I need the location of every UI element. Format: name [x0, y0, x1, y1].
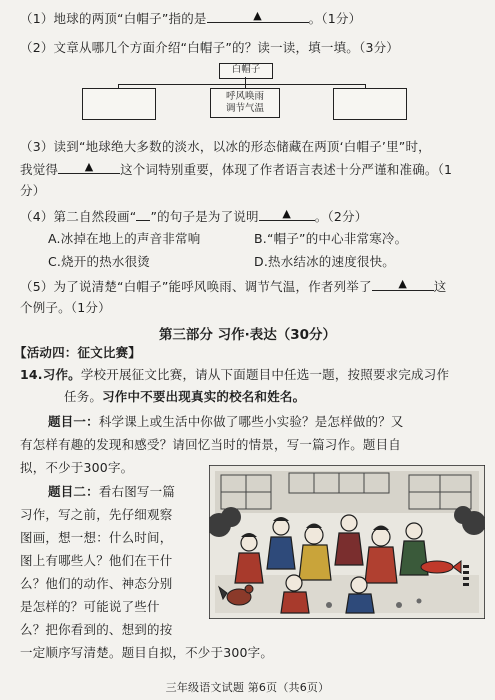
page-footer: 三年级语文试题 第6页（共6页）: [165, 681, 330, 694]
triangle-icon: ▲: [84, 160, 94, 173]
answer-blank-q3[interactable]: [58, 161, 120, 174]
topic2-text: 看右图写一篇: [98, 484, 176, 499]
q5-line1: [20, 278, 446, 295]
triangle-icon: ▲: [282, 207, 292, 220]
option-a[interactable]: A.冰掉在地上的声音非常响: [48, 231, 201, 246]
question-2: （2）文章从哪几个方面介绍“白帽子”的？读一读，填一填。（3分）: [20, 40, 400, 55]
topic1-line2: 有怎样有趣的发现和感受？请回忆当时的情景，写一篇习作。题目自: [20, 437, 402, 452]
middle-box-line1: 呼风唤雨: [225, 91, 264, 102]
topic2-line2: 习作，写之前，先仔细观察: [20, 507, 173, 522]
q5-text-pre: （5）为了说清楚“白帽子”能呼风唤雨、调节气温，作者列举了: [20, 279, 372, 294]
answer-blank-q4[interactable]: [259, 208, 315, 221]
q14-line1: [20, 367, 449, 383]
answer-box-1[interactable]: [82, 88, 156, 120]
q1-text: （1）地球的两顶“白帽子”指的是: [20, 11, 207, 26]
triangle-icon: ▲: [253, 9, 262, 22]
topic1-label: 题目一：: [48, 414, 99, 429]
option-b[interactable]: B.“帽子”的中心非常寒冷。: [254, 231, 408, 246]
option-c[interactable]: C.烧开的热水很烫: [48, 254, 151, 269]
answer-box-2[interactable]: [333, 88, 407, 120]
q3-text-pre: 我觉得: [20, 162, 59, 177]
connector-line: [245, 77, 246, 84]
top-box-white-cap: 白帽子: [219, 63, 273, 79]
option-d[interactable]: D.热水结冰的速度很快。: [254, 254, 395, 269]
topic2-line6: 是怎样的？可能说了些什: [20, 599, 160, 614]
question-4: [20, 208, 367, 225]
q4-score: 。（2分）: [314, 209, 368, 224]
topic2-line1: [48, 484, 175, 500]
topic1-line3: 拟，不少于300字。: [20, 460, 134, 475]
topic2-line4: 图上有哪些人？他们在干什: [20, 553, 173, 568]
q3-line1: （3）读到“地球绝大多数的淡水，以冰的形态储藏在两顶‘白帽子’里”时，: [20, 139, 431, 154]
underline-mark: [136, 208, 150, 221]
topic2-line3: 图画，想一想：什么时间，: [20, 530, 173, 545]
answer-blank-q1[interactable]: [207, 10, 309, 23]
middle-box: [210, 88, 280, 118]
q14-number: 14.习作。: [20, 367, 81, 382]
topic1-text: 科学课上或生活中你做了哪些小实验？是怎样做的？又: [98, 414, 404, 429]
answer-blank-q5[interactable]: [372, 278, 434, 291]
question-1: [20, 10, 361, 27]
q5-line2: 个例子。（1分）: [20, 300, 111, 315]
topic2-label: 题目二：: [48, 484, 99, 499]
q5-text-post: 这: [433, 279, 447, 294]
illustration-children-playing: [209, 465, 485, 619]
triangle-icon: ▲: [398, 277, 408, 290]
activity-title: 【活动四：征文比赛】: [14, 345, 142, 360]
middle-box-line2: 调节气温: [225, 103, 264, 114]
topic2-line5: 么？他们的动作、神态分别: [20, 576, 173, 591]
q14-task: 任务。: [64, 389, 103, 404]
q14-text: 学校开展征文比赛，请从下面题目中任选一题，按照要求完成习作: [80, 367, 450, 382]
q3-line3: 分）: [20, 183, 46, 198]
section-3-title: 第三部分 习作·表达（30分）: [158, 327, 337, 343]
q14-line2: [64, 389, 305, 405]
topic2-line7: 么？把你看到的、想到的按: [20, 622, 173, 637]
topic1-line1: [48, 414, 404, 430]
q3-text-post: 这个词特别重要，体现了作者语言表述十分严谨和准确。（1: [120, 162, 453, 177]
q1-score: 。（1分）: [308, 11, 362, 26]
topic2-line8: 一定顺序写清楚。题目自拟，不少于300字。: [20, 645, 274, 660]
q4-text-mid: ”的句子是为了说明: [150, 209, 259, 224]
q3-line2: [20, 161, 452, 178]
q14-warning: 习作中不要出现真实的校名和姓名。: [102, 389, 306, 404]
q4-text-pre: （4）第二自然段画“: [20, 209, 137, 224]
connector-line: [118, 84, 366, 85]
